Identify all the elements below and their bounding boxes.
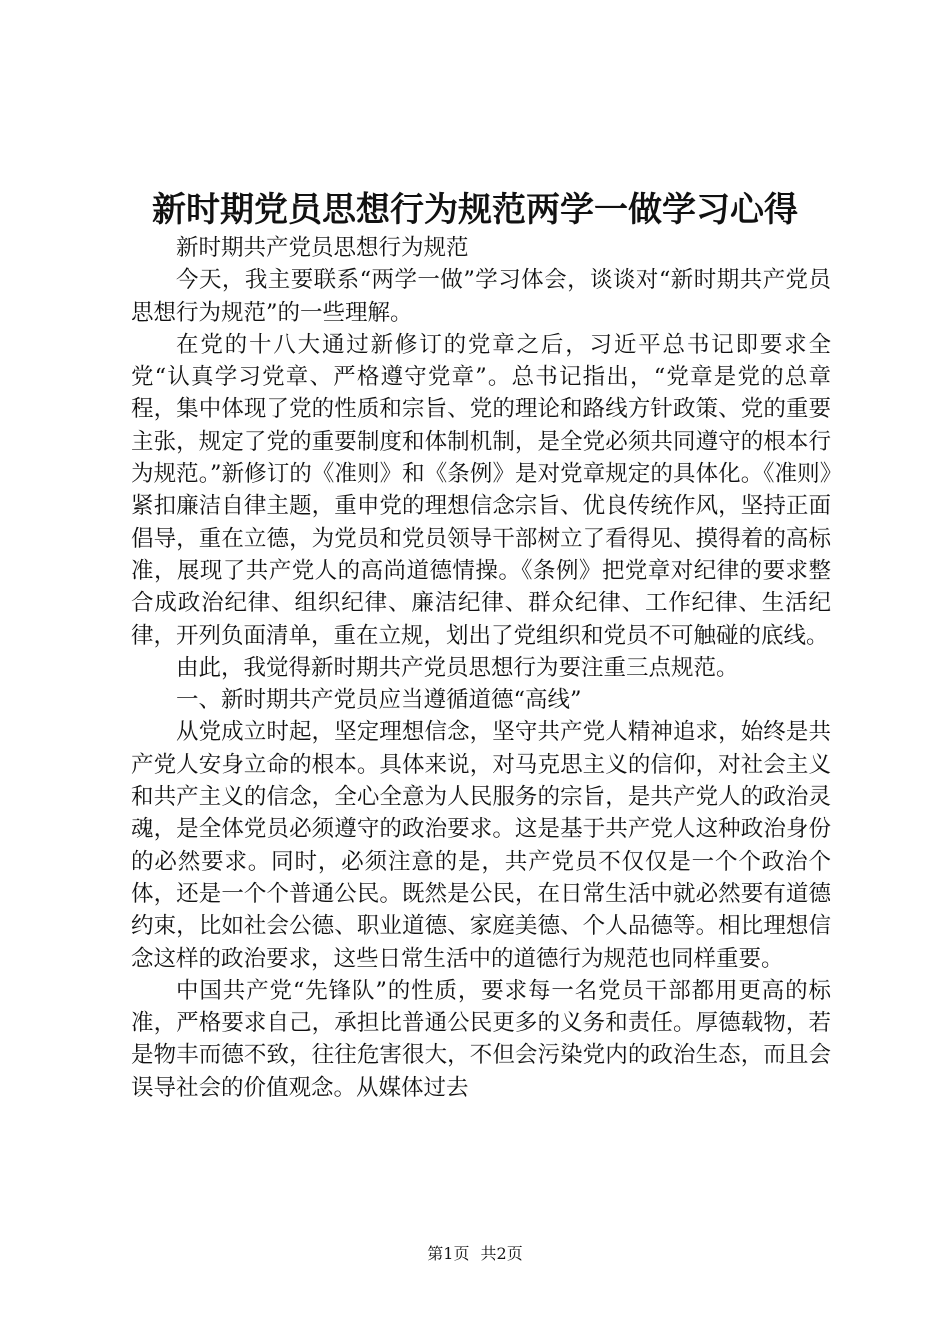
paragraph-three-points: 由此，我觉得新时期共产党员思想行为要注重三点规范。 [176, 654, 739, 681]
page-number-current: 第1页 [427, 1244, 470, 1263]
paragraph-subtitle: 新时期共产党员思想行为规范 [176, 235, 469, 261]
page-number-total: 共2页 [480, 1244, 523, 1263]
paragraph-vanguard: 中国共产党“先锋队”的性质，要求每一名党员干部都用更高的标准，严格要求自己，承担比普通公民更多的义务和责任。厚德载物，若是物丰而德不致，往往危害很大，不但会污染党内的政治生态，而且会误导社会的价值观念。从媒体过去 [131, 977, 831, 1101]
paragraph-ideals: 从党成立时起，坚定理想信念，坚守共产党人精神追求，始终是共产党人安身立命的根本。具体来说，对马克思主义的信仰，对社会主义和共产主义的信念，全心全意为人民服务的宗旨，是共产党人的政治灵魂，是全体党员必须遵守的政治要求。这是基于共产党人这种政治身份的必然要求。同时，必须注意的是，共产党员不仅仅是一个个政治个体，还是一个个普通公民。既然是公民，在日常生活中就必然要有道德约束，比如社会公德、职业道德、家庭美德、个人品德等。相比理想信念这样的政治要求，这些日常生活中的道德行为规范也同样重要。 [131, 719, 831, 972]
document-body [131, 232, 831, 1104]
page-footer [0, 1242, 950, 1266]
section-heading-1: 一、新时期共产党员应当遵循道德“高线” [176, 687, 582, 714]
paragraph-party-constitution: 在党的十八大通过新修订的党章之后，习近平总书记即要求全党“认真学习党章、严格遵守党章”。总书记指出，“党章是党的总章程，集中体现了党的性质和宗旨、党的理论和路线方针政策、党的重要主张，规定了党的重要制度和体制机制，是全党必须共同遵守的根本行为规范。”新修订的《准则》和《条例》是对党章规定的具体化。《准则》紧扣廉洁自律主题，重申党的理想信念宗旨、优良传统作风，坚持正面倡导，重在立德，为党员和党员领导干部树立了看得见、摸得着的高标准，展现了共产党人的高尚道德情操。《条例》把党章对纪律的要求整合成政治纪律、组织纪律、廉洁纪律、群众纪律、工作纪律、生活纪律，开列负面清单，重在立规，划出了党组织和党员不可触碰的底线。 [131, 331, 831, 649]
document-title: 新时期党员思想行为规范两学一做学习心得 [152, 190, 798, 230]
paragraph-intro: 今天，我主要联系“两学一做”学习体会，谈谈对“新时期共产党员思想行为规范”的一些理解。 [131, 267, 831, 326]
